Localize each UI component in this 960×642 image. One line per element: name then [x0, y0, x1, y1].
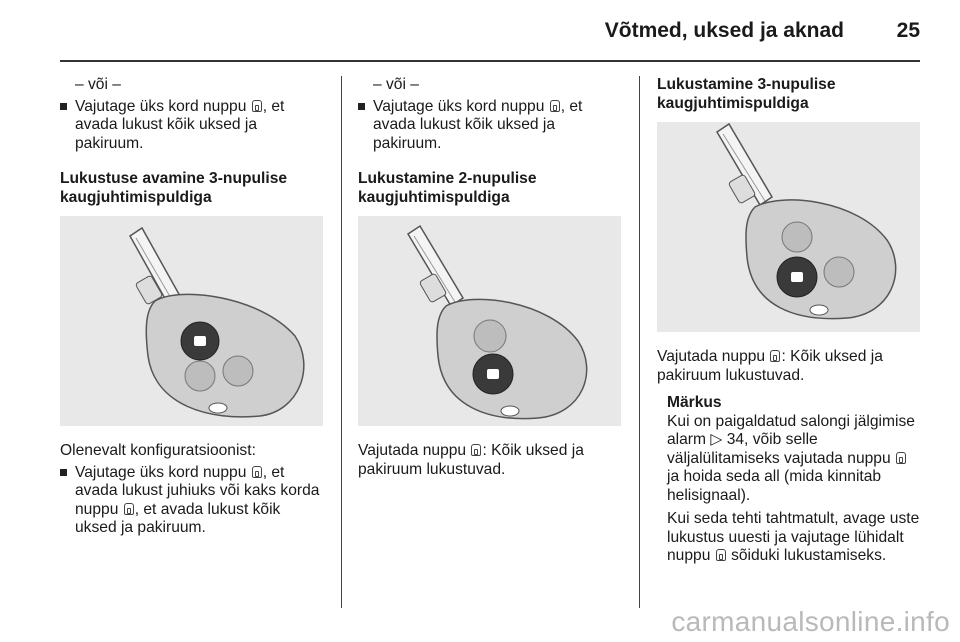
- bullet-square-icon: [60, 469, 67, 476]
- page-header: [60, 0, 920, 60]
- body-text-part: Vajutada nuppu: [657, 348, 766, 365]
- page-number: 25: [896, 19, 920, 42]
- bullet-square-icon: [358, 103, 365, 110]
- unlock-icon: [550, 100, 560, 112]
- note-text: Kui seda tehti tahtmatult, avage uste lukustus uuesti ja vajutage lühidalt nuppu: [667, 510, 920, 564]
- section-heading: Lukustamine 2-nupulise kaugjuhtimispuldiga: [358, 170, 537, 206]
- lock-icon: [896, 452, 906, 464]
- note-text: sõiduki lukustamiseks.: [731, 547, 887, 564]
- column-2: [358, 76, 624, 479]
- bullet-text: Vajutage üks kord nuppu: [75, 97, 247, 115]
- body-text-part: : Kõik uksed ja pakiruum lukustuvad.: [358, 442, 584, 478]
- lock-icon: [770, 350, 780, 362]
- bullet-text: , et avada lukust kõik uksed ja pakiruum.: [75, 500, 281, 536]
- column-3: [657, 76, 922, 566]
- section-heading: Lukustuse avamine 3-nupulise kaugjuhtimispuldiga: [60, 170, 288, 206]
- note-paragraph: [667, 510, 922, 566]
- lock-icon: [471, 444, 481, 456]
- body-text: [358, 442, 624, 479]
- or-separator: – või –: [75, 76, 121, 93]
- unlock-icon: [124, 503, 134, 515]
- page-reference-link[interactable]: 34: [726, 431, 745, 448]
- key-fob-illustration: [657, 122, 920, 332]
- key-fob-illustration: [60, 216, 323, 426]
- lock-icon: [716, 549, 726, 561]
- or-separator: – või –: [373, 76, 419, 93]
- note-text: , võib selle väljalülitamiseks vajutada nuppu: [667, 431, 891, 467]
- body-text: [657, 348, 922, 385]
- bullet-item: [358, 98, 624, 154]
- section-heading: Lukustamine 3-nupulise kaugjuhtimispuldiga: [657, 76, 836, 112]
- bullet-text: Vajutage üks kord nuppu: [75, 463, 247, 481]
- bullet-text: , et avada lukust kõik uksed ja pakiruum.: [373, 97, 583, 152]
- key-fob-illustration: [358, 216, 621, 426]
- bullet-square-icon: [60, 103, 67, 110]
- bullet-text: Vajutage üks kord nuppu: [373, 97, 545, 115]
- column-divider: [341, 76, 342, 608]
- note-text: Kui on paigaldatud salongi jälgimise alarm: [667, 412, 915, 448]
- bullet-text: , et avada lukust juhiuks või kaks korda nuppu: [75, 463, 320, 518]
- body-text-part: : Kõik uksed ja pakiruum lukustuvad.: [657, 348, 883, 384]
- note-text: ja hoida seda all (mida kinnitab helisignaal).: [667, 468, 882, 504]
- bullet-item: [60, 464, 325, 538]
- triangle-ref-icon: ▷: [710, 431, 723, 448]
- header-rule: [60, 60, 920, 62]
- body-text-part: Vajutada nuppu: [358, 442, 467, 459]
- page-title: Võtmed, uksed ja aknad: [604, 19, 844, 42]
- bullet-item: [60, 98, 325, 154]
- bullet-text: , et avada lukust kõik uksed ja pakiruum.: [75, 97, 285, 152]
- note-title: Märkus: [667, 394, 722, 411]
- intro-text: Olenevalt konfiguratsioonist:: [60, 442, 256, 459]
- note-paragraph: [667, 413, 922, 506]
- note-box: [657, 394, 922, 566]
- unlock-icon: [252, 466, 262, 478]
- watermark: carmanualsonline.info: [671, 606, 950, 637]
- column-divider: [639, 76, 640, 608]
- unlock-icon: [252, 100, 262, 112]
- column-1: [60, 76, 325, 538]
